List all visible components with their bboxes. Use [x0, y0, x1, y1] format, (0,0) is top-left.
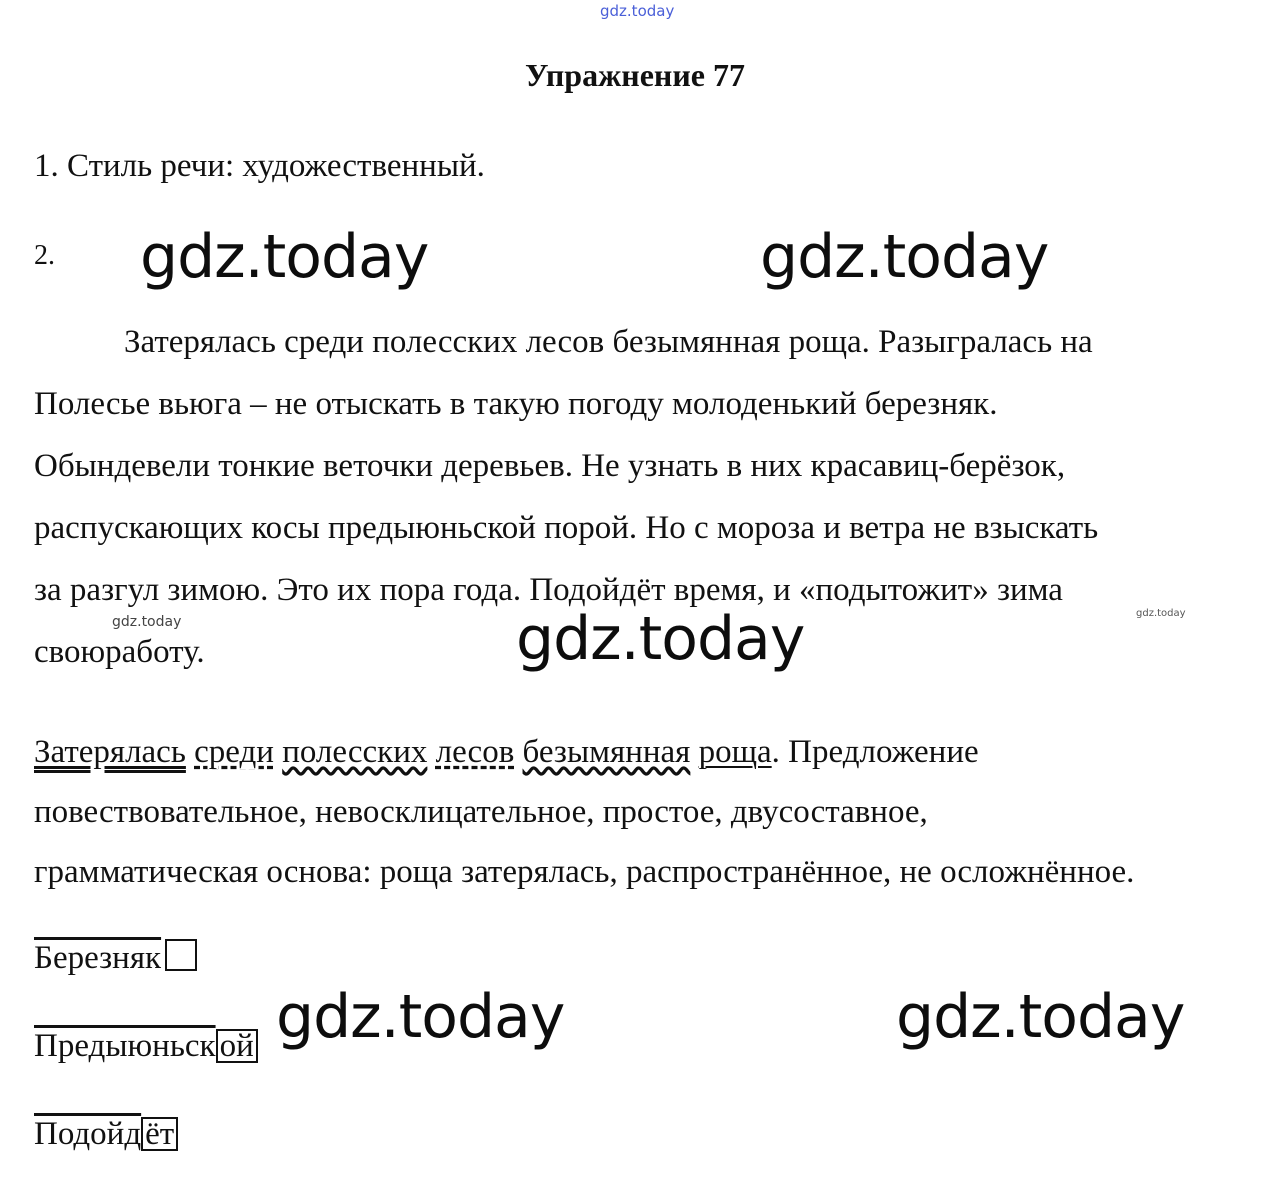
morpheme-word-1	[34, 938, 197, 978]
circumstance: среди	[194, 734, 274, 770]
morpheme-word-3	[34, 1114, 178, 1154]
attribute: полесских	[282, 734, 428, 770]
watermark: gdz.today	[140, 222, 429, 292]
ending-box: ёт	[141, 1117, 178, 1151]
paragraph-line: за разгул зимою. Это их пора года. Подойдёт время, и «подытожит» зима	[34, 572, 1063, 608]
circumstance: лесов	[435, 734, 515, 770]
item-2-label: 2.	[34, 240, 55, 271]
analysis-line: грамматическая основа: роща затерялась, распространённое, не осложнённое.	[34, 854, 1135, 890]
ending-box: ой	[216, 1029, 258, 1063]
word-stem: Подойд	[34, 1116, 142, 1152]
watermark: gdz.today	[276, 982, 565, 1052]
null-ending-box	[165, 939, 197, 971]
morpheme-word-2	[34, 1026, 258, 1066]
analysis-line: повествовательное, невосклицательное, простое, двусоставное,	[34, 794, 928, 830]
watermark: gdz.today	[760, 222, 1049, 292]
analysis-sentence	[34, 732, 979, 772]
page-title: Упражнение 77	[524, 57, 745, 93]
watermark: gdz.today	[516, 604, 805, 674]
paragraph-line: своюработу.	[34, 634, 205, 670]
watermark-top: gdz.today	[600, 2, 675, 20]
watermark-small: gdz.today	[112, 614, 182, 630]
analysis-tail: . Предложение	[771, 734, 979, 770]
word-stem: Березняк	[34, 940, 162, 976]
word-stem: Предыюньск	[34, 1028, 216, 1064]
watermark: gdz.today	[896, 982, 1185, 1052]
paragraph-line: Полесье вьюга – не отыскать в такую погоду молоденький березняк.	[34, 386, 998, 422]
item-1: 1. Стиль речи: художественный.	[34, 148, 485, 184]
subject: роща	[698, 734, 772, 770]
watermark-tiny: gdz.today	[1136, 608, 1186, 619]
paragraph-line: Затерялась среди полесских лесов безымянная роща. Разыгралась на	[124, 324, 1093, 360]
attribute: безымянная	[522, 734, 691, 770]
paragraph-line: Обындевели тонкие веточки деревьев. Не узнать в них красавиц-берёзок,	[34, 448, 1066, 484]
paragraph-line: распускающих косы предыюньской порой. Но с мороза и ветра не взыскать	[34, 510, 1099, 546]
predicate: Затерялась	[34, 734, 186, 770]
